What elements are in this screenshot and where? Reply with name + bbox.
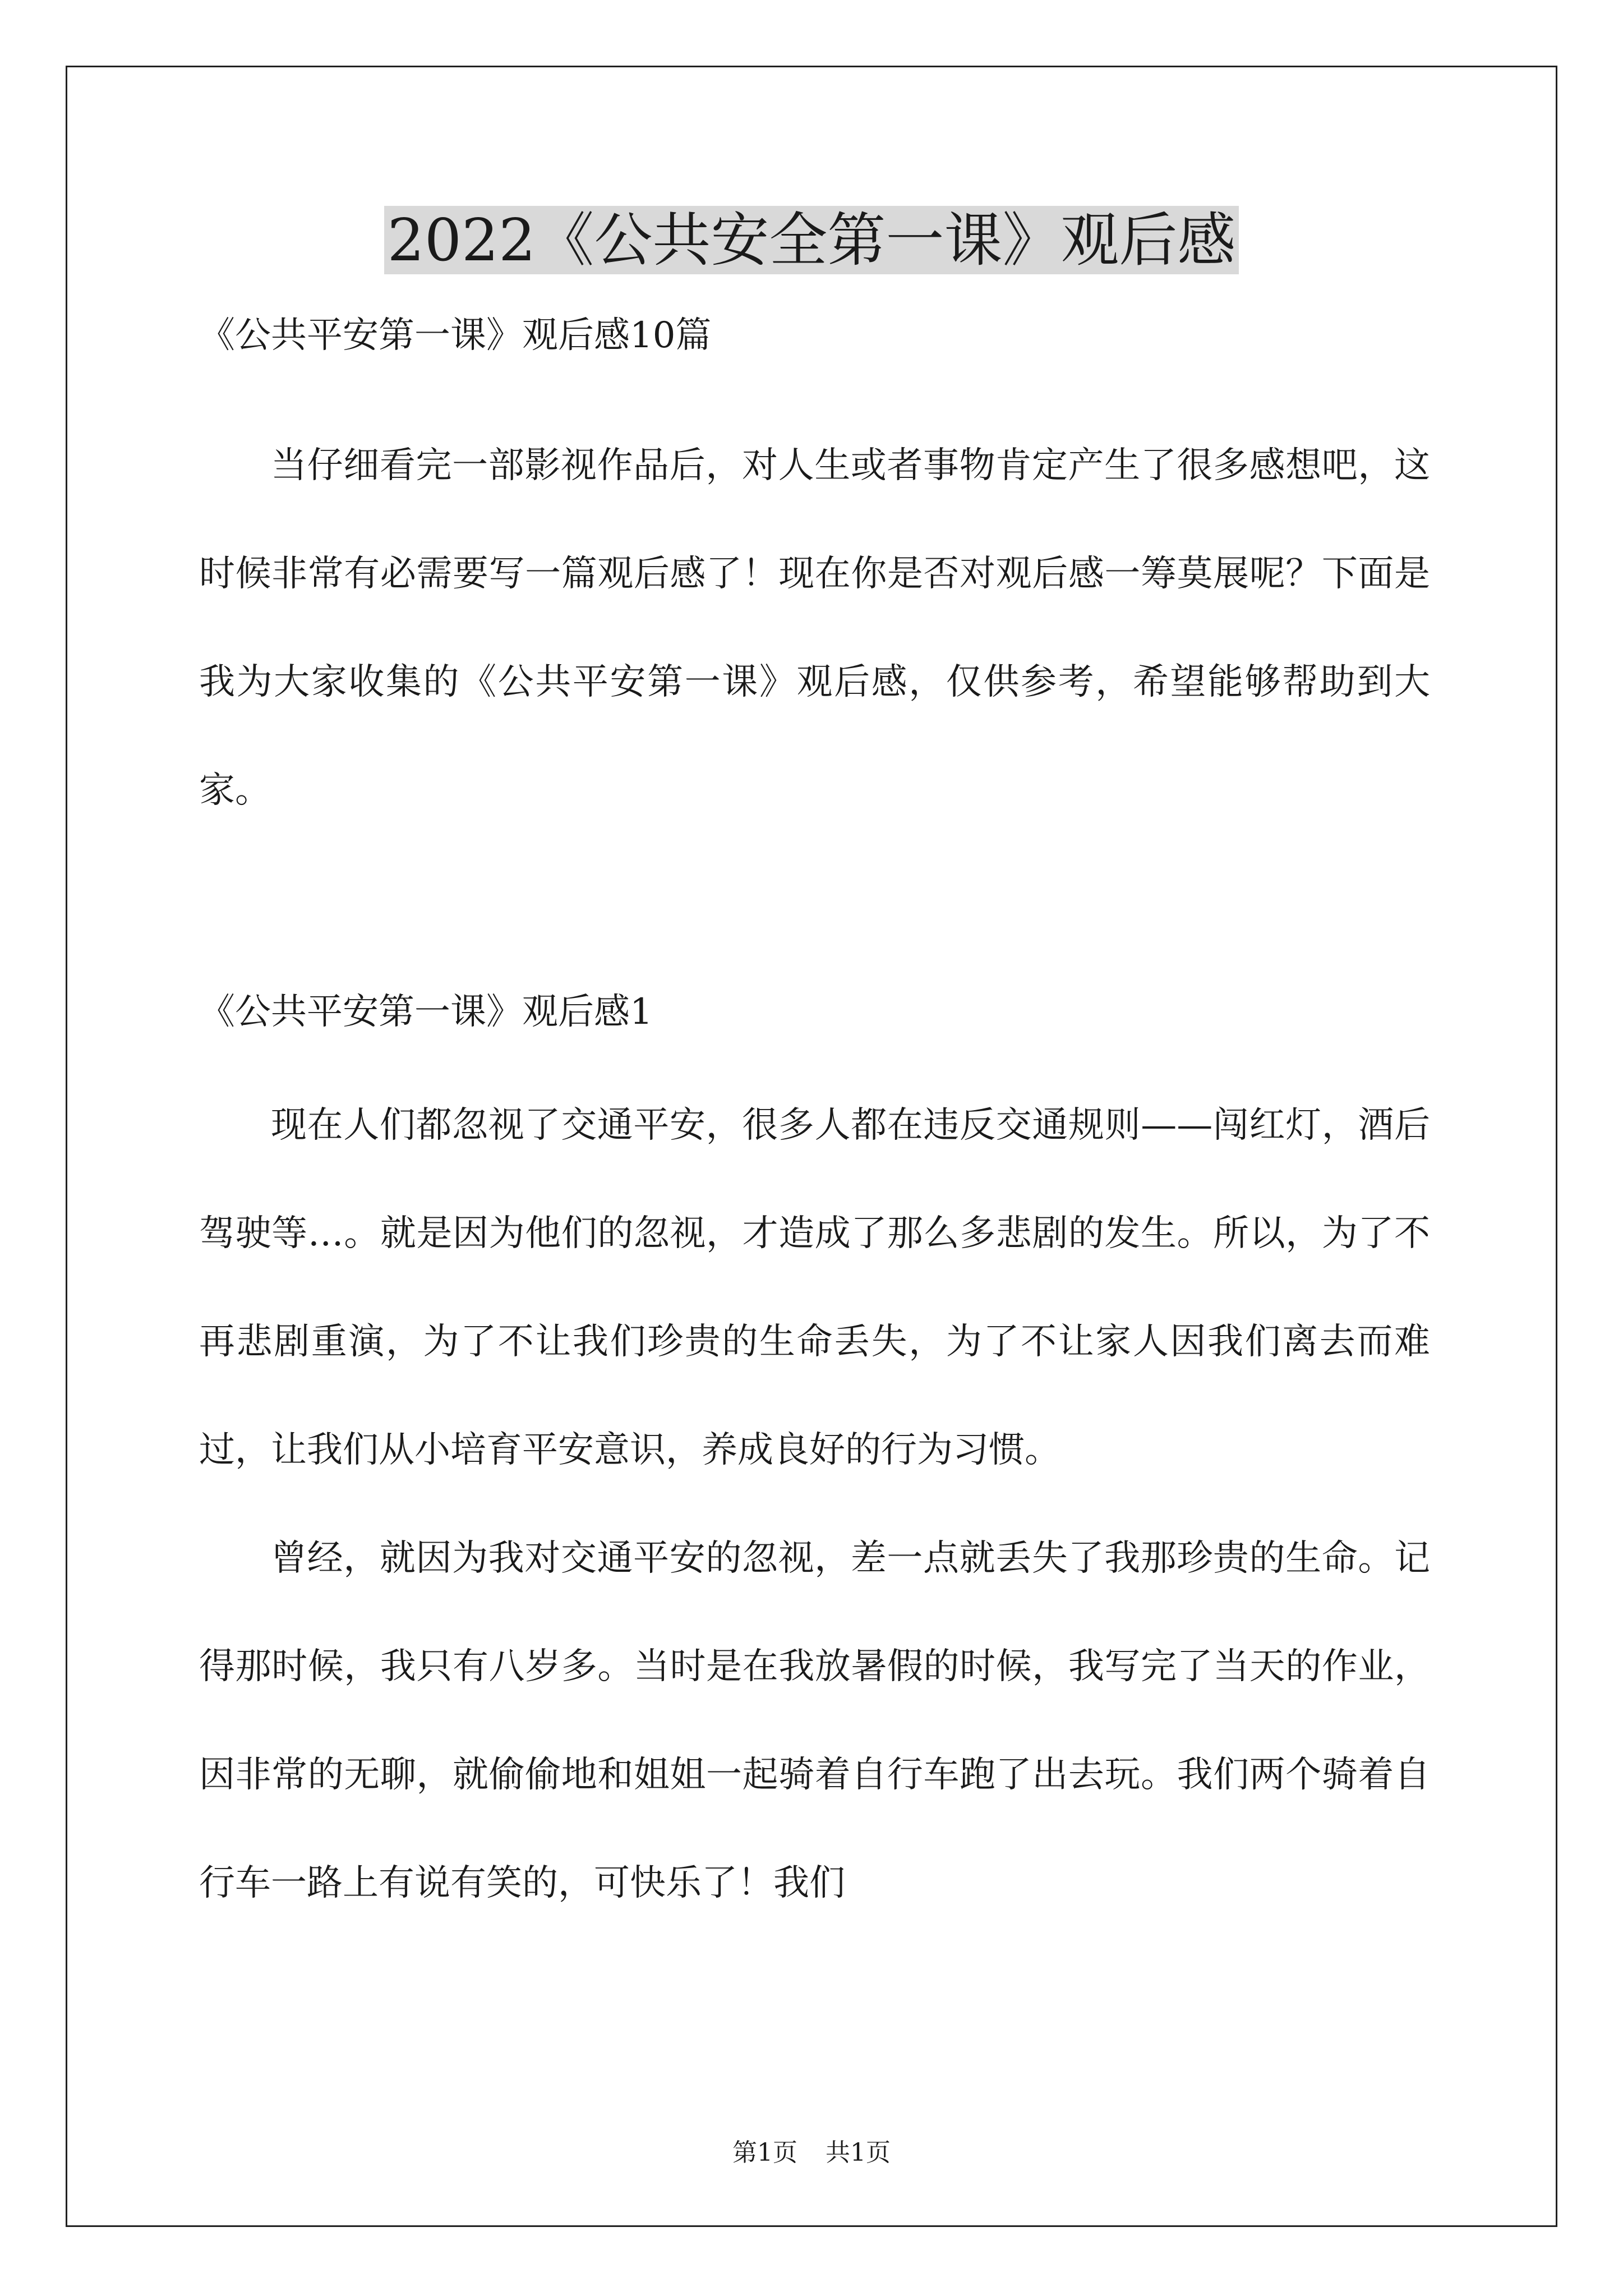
body-paragraph-2: 曾经，就因为我对交通平安的忽视，差一点就丢失了我那珍贵的生命。记得那时候，我只有八岁多。当时是在我放暑假的时候，我写完了当天的作业，因非常的无聊，就偷偷地和姐姐一起骑着自行车跑了出去玩。我们两个骑着自行车一路上有说有笑的，可快乐了！我们: [199, 1538, 1430, 1904]
document-title: [0, 201, 1623, 279]
page-number-current: 第1页: [732, 2138, 797, 2167]
page-footer: [0, 2136, 1623, 2170]
body-paragraph-1: 现在人们都忽视了交通平安，很多人都在违反交通规则——闯红灯，酒后驾驶等…。就是因为他们的忽视，才造成了那么多悲剧的发生。所以，为了不再悲剧重演，为了不让我们珍贵的生命丢失，为了不让家人因我们离去而难过，让我们从小培育平安意识，养成良好的行为习惯。: [199, 1105, 1430, 1471]
section-heading: 《公共平安第一课》观后感1: [199, 991, 653, 1033]
page-number-total: 共1页: [826, 2138, 891, 2167]
document-title-text: 2022《公共安全第一课》观后感: [384, 206, 1239, 274]
document-body: [199, 307, 1430, 1938]
document-subtitle: 《公共平安第一课》观后感10篇: [199, 315, 712, 356]
intro-paragraph: 当仔细看完一部影视作品后，对人生或者事物肯定产生了很多感想吧，这时候非常有必需要写一篇观后感了！现在你是否对观后感一筹莫展呢？下面是我为大家收集的《公共平安第一课》观后感，仅供参考，希望能够帮助到大家。: [199, 445, 1430, 811]
